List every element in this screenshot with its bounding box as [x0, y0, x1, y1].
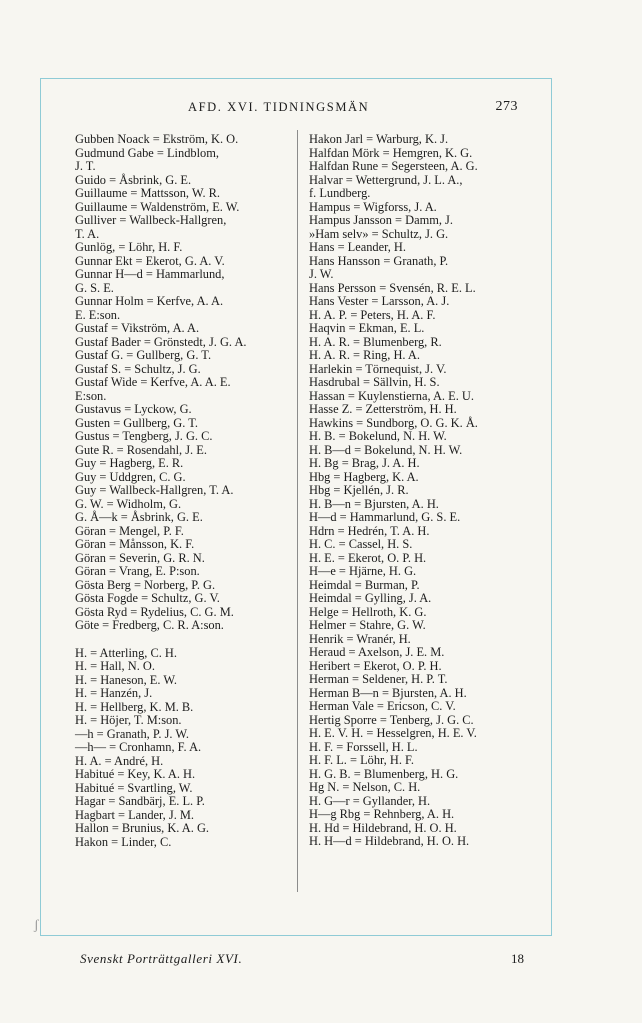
- index-entry: Habitué = Svartling, W.: [75, 780, 193, 795]
- index-entry: Gustaf Bader = Grönstedt, J. G. A.: [75, 334, 247, 349]
- section-title: AFD. XVI. TIDNINGSMÄN: [188, 100, 370, 114]
- index-entry: Hawkins = Sundborg, O. G. K. Å.: [309, 415, 478, 430]
- index-entry: Gunlög, = Löhr, H. F.: [75, 240, 183, 254]
- index-entry: Gustus = Tengberg, J. G. C.: [75, 429, 213, 443]
- index-entry: H. A. P. = Peters, H. A. F.: [309, 307, 436, 322]
- index-entry: H. E. V. H. = Hesselgren, H. E. V.: [309, 726, 477, 740]
- index-entry: Guy = Wallbeck-Hallgren, T. A.: [75, 483, 234, 497]
- index-entry: H. = Hanzén, J.: [75, 686, 153, 700]
- index-entry: Gubben Noack = Ekström, K. O.: [75, 132, 239, 146]
- index-entry: Hakon Jarl = Warburg, K. J.: [309, 132, 449, 146]
- index-entry: Hallon = Brunius, K. A. G.: [75, 821, 209, 835]
- index-entry: Gunnar H—d = Hammarlund,: [75, 267, 225, 281]
- index-entry: H. B—d = Bokelund, N. H. W.: [309, 442, 463, 457]
- index-entry: Gunnar Holm = Kerfve, A. A.: [75, 294, 224, 308]
- index-entry: Gösta Fogde = Schultz, G. V.: [75, 591, 220, 605]
- index-entry: H. B. = Bokelund, N. H. W.: [309, 429, 447, 443]
- index-entry: Herman Vale = Ericson, C. V.: [309, 699, 456, 713]
- index-entry: H. A. = André, H.: [75, 753, 164, 768]
- index-entry: Halfdan Rune = Segersteen, A. G.: [309, 159, 478, 173]
- page-footer: [80, 951, 524, 967]
- index-entry: Henrik = Wranér, H.: [309, 631, 411, 646]
- index-entry: Göran = Severin, G. R. N.: [75, 550, 205, 565]
- index-entry: Gösta Ryd = Rydelius, C. G. M.: [75, 604, 234, 619]
- index-entry: Hassan = Kuylenstierna, A. E. U.: [309, 388, 474, 403]
- index-entry: H—d = Hammarlund, G. S. E.: [309, 510, 461, 524]
- index-entry: Gunnar Ekt = Ekerot, G. A. V.: [75, 253, 225, 268]
- index-entry: Gustaf S. = Schultz, J. G.: [75, 361, 201, 376]
- index-entry: T. A.: [75, 226, 100, 241]
- index-entry: Gudmund Gabe = Lindblom,: [75, 145, 219, 160]
- index-entry: Gusten = Gullberg, G. T.: [75, 415, 198, 430]
- index-entry: »Ham selv» = Schultz, J. G.: [309, 226, 449, 241]
- index-entry: H—e = Hjärne, H. G.: [309, 564, 417, 578]
- index-entry: Helmer = Stahre, G. W.: [309, 618, 426, 632]
- index-entry: H. G. B. = Blumenberg, H. G.: [309, 766, 459, 781]
- index-entry: Gustaf = Vikström, A. A.: [75, 321, 200, 335]
- index-entry: Guillaume = Mattsson, W. R.: [75, 186, 221, 200]
- index-entry: J. T.: [75, 159, 96, 173]
- index-entry: H. B—n = Bjursten, A. H.: [309, 496, 439, 511]
- signature-mark: 18: [511, 951, 524, 966]
- index-entry: Habitué = Key, K. A. H.: [75, 767, 196, 781]
- column-divider: [297, 130, 298, 892]
- index-entry: H. G—r = Gyllander, H.: [309, 793, 431, 808]
- index-entry: Haqvin = Ekman, E. L.: [309, 321, 425, 335]
- index-entry: Hagar = Sandbärj, E. L. P.: [75, 794, 205, 808]
- index-entry: H. Bg = Brag, J. A. H.: [309, 456, 420, 470]
- index-entry: Göte = Fredberg, C. R. A:son.: [75, 618, 224, 632]
- index-entry: Guy = Uddgren, C. G.: [75, 469, 186, 484]
- index-entry: Herman = Seldener, H. P. T.: [309, 672, 448, 686]
- index-entry: G. W. = Widholm, G.: [75, 496, 182, 511]
- index-entry: Herman B—n = Bjursten, A. H.: [309, 685, 467, 700]
- index-entry: H. C. = Cassel, H. S.: [309, 537, 413, 551]
- index-entry: Harlekin = Törnequist, J. V.: [309, 361, 447, 376]
- index-entry: H. A. R. = Ring, H. A.: [309, 348, 420, 362]
- index-entry: Hampus = Wigforss, J. A.: [309, 199, 437, 214]
- index-entry: f. Lundberg.: [309, 186, 371, 200]
- index-entry: —h = Granath, P. J. W.: [75, 726, 190, 741]
- index-entry: Heimdal = Gylling, J. A.: [309, 591, 432, 605]
- index-entry: —h— = Cronhamn, F. A.: [75, 740, 202, 754]
- running-header: [188, 100, 518, 118]
- index-entry: G. S. E.: [75, 280, 114, 295]
- index-entry: E:son.: [75, 388, 107, 403]
- index-entry: Hdrn = Hedrén, T. A. H.: [309, 523, 430, 538]
- index-entry: H. F. L. = Löhr, H. F.: [309, 753, 415, 767]
- index-entry: Gustaf G. = Gullberg, G. T.: [75, 348, 212, 362]
- corner-mark: ʃ: [34, 918, 39, 933]
- index-entry: Hertig Sporre = Tenberg, J. G. C.: [309, 712, 474, 727]
- index-entry: Gustavus = Lyckow, G.: [75, 402, 192, 416]
- index-entry: Hampus Jansson = Damm, J.: [309, 213, 453, 227]
- index-entry: Hans Persson = Svensén, R. E. L.: [309, 280, 476, 295]
- index-entry: Hans = Leander, H.: [309, 240, 406, 254]
- index-entry: Göran = Månsson, K. F.: [75, 537, 195, 551]
- index-entry: H. = Hellberg, K. M. B.: [75, 699, 194, 714]
- index-entry: H. H—d = Hildebrand, H. O. H.: [309, 834, 470, 848]
- index-entry: Gulliver = Wallbeck-Hallgren,: [75, 213, 227, 227]
- index-entry: Heraud = Axelson, J. E. M.: [309, 645, 445, 659]
- index-entry: Hbg = Kjellén, J. R.: [309, 483, 409, 497]
- index-entry: Gösta Berg = Norberg, P. G.: [75, 577, 216, 592]
- index-entry: Hans Hansson = Granath, P.: [309, 253, 449, 268]
- index-entry: Hakon = Linder, C.: [75, 834, 172, 849]
- right-column: [309, 133, 529, 849]
- index-entry: H. F. = Forssell, H. L.: [309, 739, 418, 754]
- index-entry: J. W.: [309, 267, 334, 281]
- index-entry: H. Hd = Hildebrand, H. O. H.: [309, 820, 457, 835]
- index-entry: H. = Haneson, E. W.: [75, 672, 177, 687]
- index-entry: H. = Hall, N. O.: [75, 659, 155, 673]
- index-entry: Hbg = Hagberg, K. A.: [309, 469, 419, 484]
- index-entry: Hasse Z. = Zetterström, H. H.: [309, 402, 457, 416]
- index-entry: Gute R. = Rosendahl, J. E.: [75, 442, 207, 457]
- index-entry: E. E:son.: [75, 307, 121, 322]
- index-entry: H. E. = Ekerot, O. P. H.: [309, 550, 427, 565]
- index-entry: Göran = Vrang, E. P:son.: [75, 564, 200, 578]
- index-entry: Guillaume = Waldenström, E. W.: [75, 199, 240, 214]
- index-entry: Halfdan Mörk = Hemgren, K. G.: [309, 145, 473, 160]
- index-entry: Guido = Åsbrink, G. E.: [75, 172, 192, 187]
- left-column: [75, 133, 295, 849]
- page-number: 273: [495, 99, 518, 114]
- index-entry: Hasdrubal = Sällvin, H. S.: [309, 375, 440, 389]
- index-entry: H—g Rbg = Rehnberg, A. H.: [309, 807, 455, 821]
- index-entry: Halvar = Wettergrund, J. L. A.,: [309, 172, 463, 187]
- index-entry: H. = Höjer, T. M:son.: [75, 713, 182, 727]
- index-entry: H. A. R. = Blumenberg, R.: [309, 334, 442, 349]
- index-entry: Helge = Hellroth, K. G.: [309, 604, 427, 619]
- index-entry: Heribert = Ekerot, O. P. H.: [309, 658, 442, 673]
- index-entry: H. = Atterling, C. H.: [75, 645, 177, 660]
- index-entry: G. Å—k = Åsbrink, G. E.: [75, 510, 203, 524]
- index-entry: Hans Vester = Larsson, A. J.: [309, 294, 450, 308]
- index-entry: Heimdal = Burman, P.: [309, 577, 420, 592]
- index-entry: Göran = Mengel, P. F.: [75, 523, 184, 538]
- index-entry: Hg N. = Nelson, C. H.: [309, 780, 421, 794]
- index-entry: Hagbart = Lander, J. M.: [75, 807, 195, 822]
- index-entry: Guy = Hagberg, E. R.: [75, 456, 184, 470]
- footer-title: Svenskt Porträttgalleri XVI.: [80, 951, 243, 966]
- index-entry: Gustaf Wide = Kerfve, A. A. E.: [75, 375, 231, 389]
